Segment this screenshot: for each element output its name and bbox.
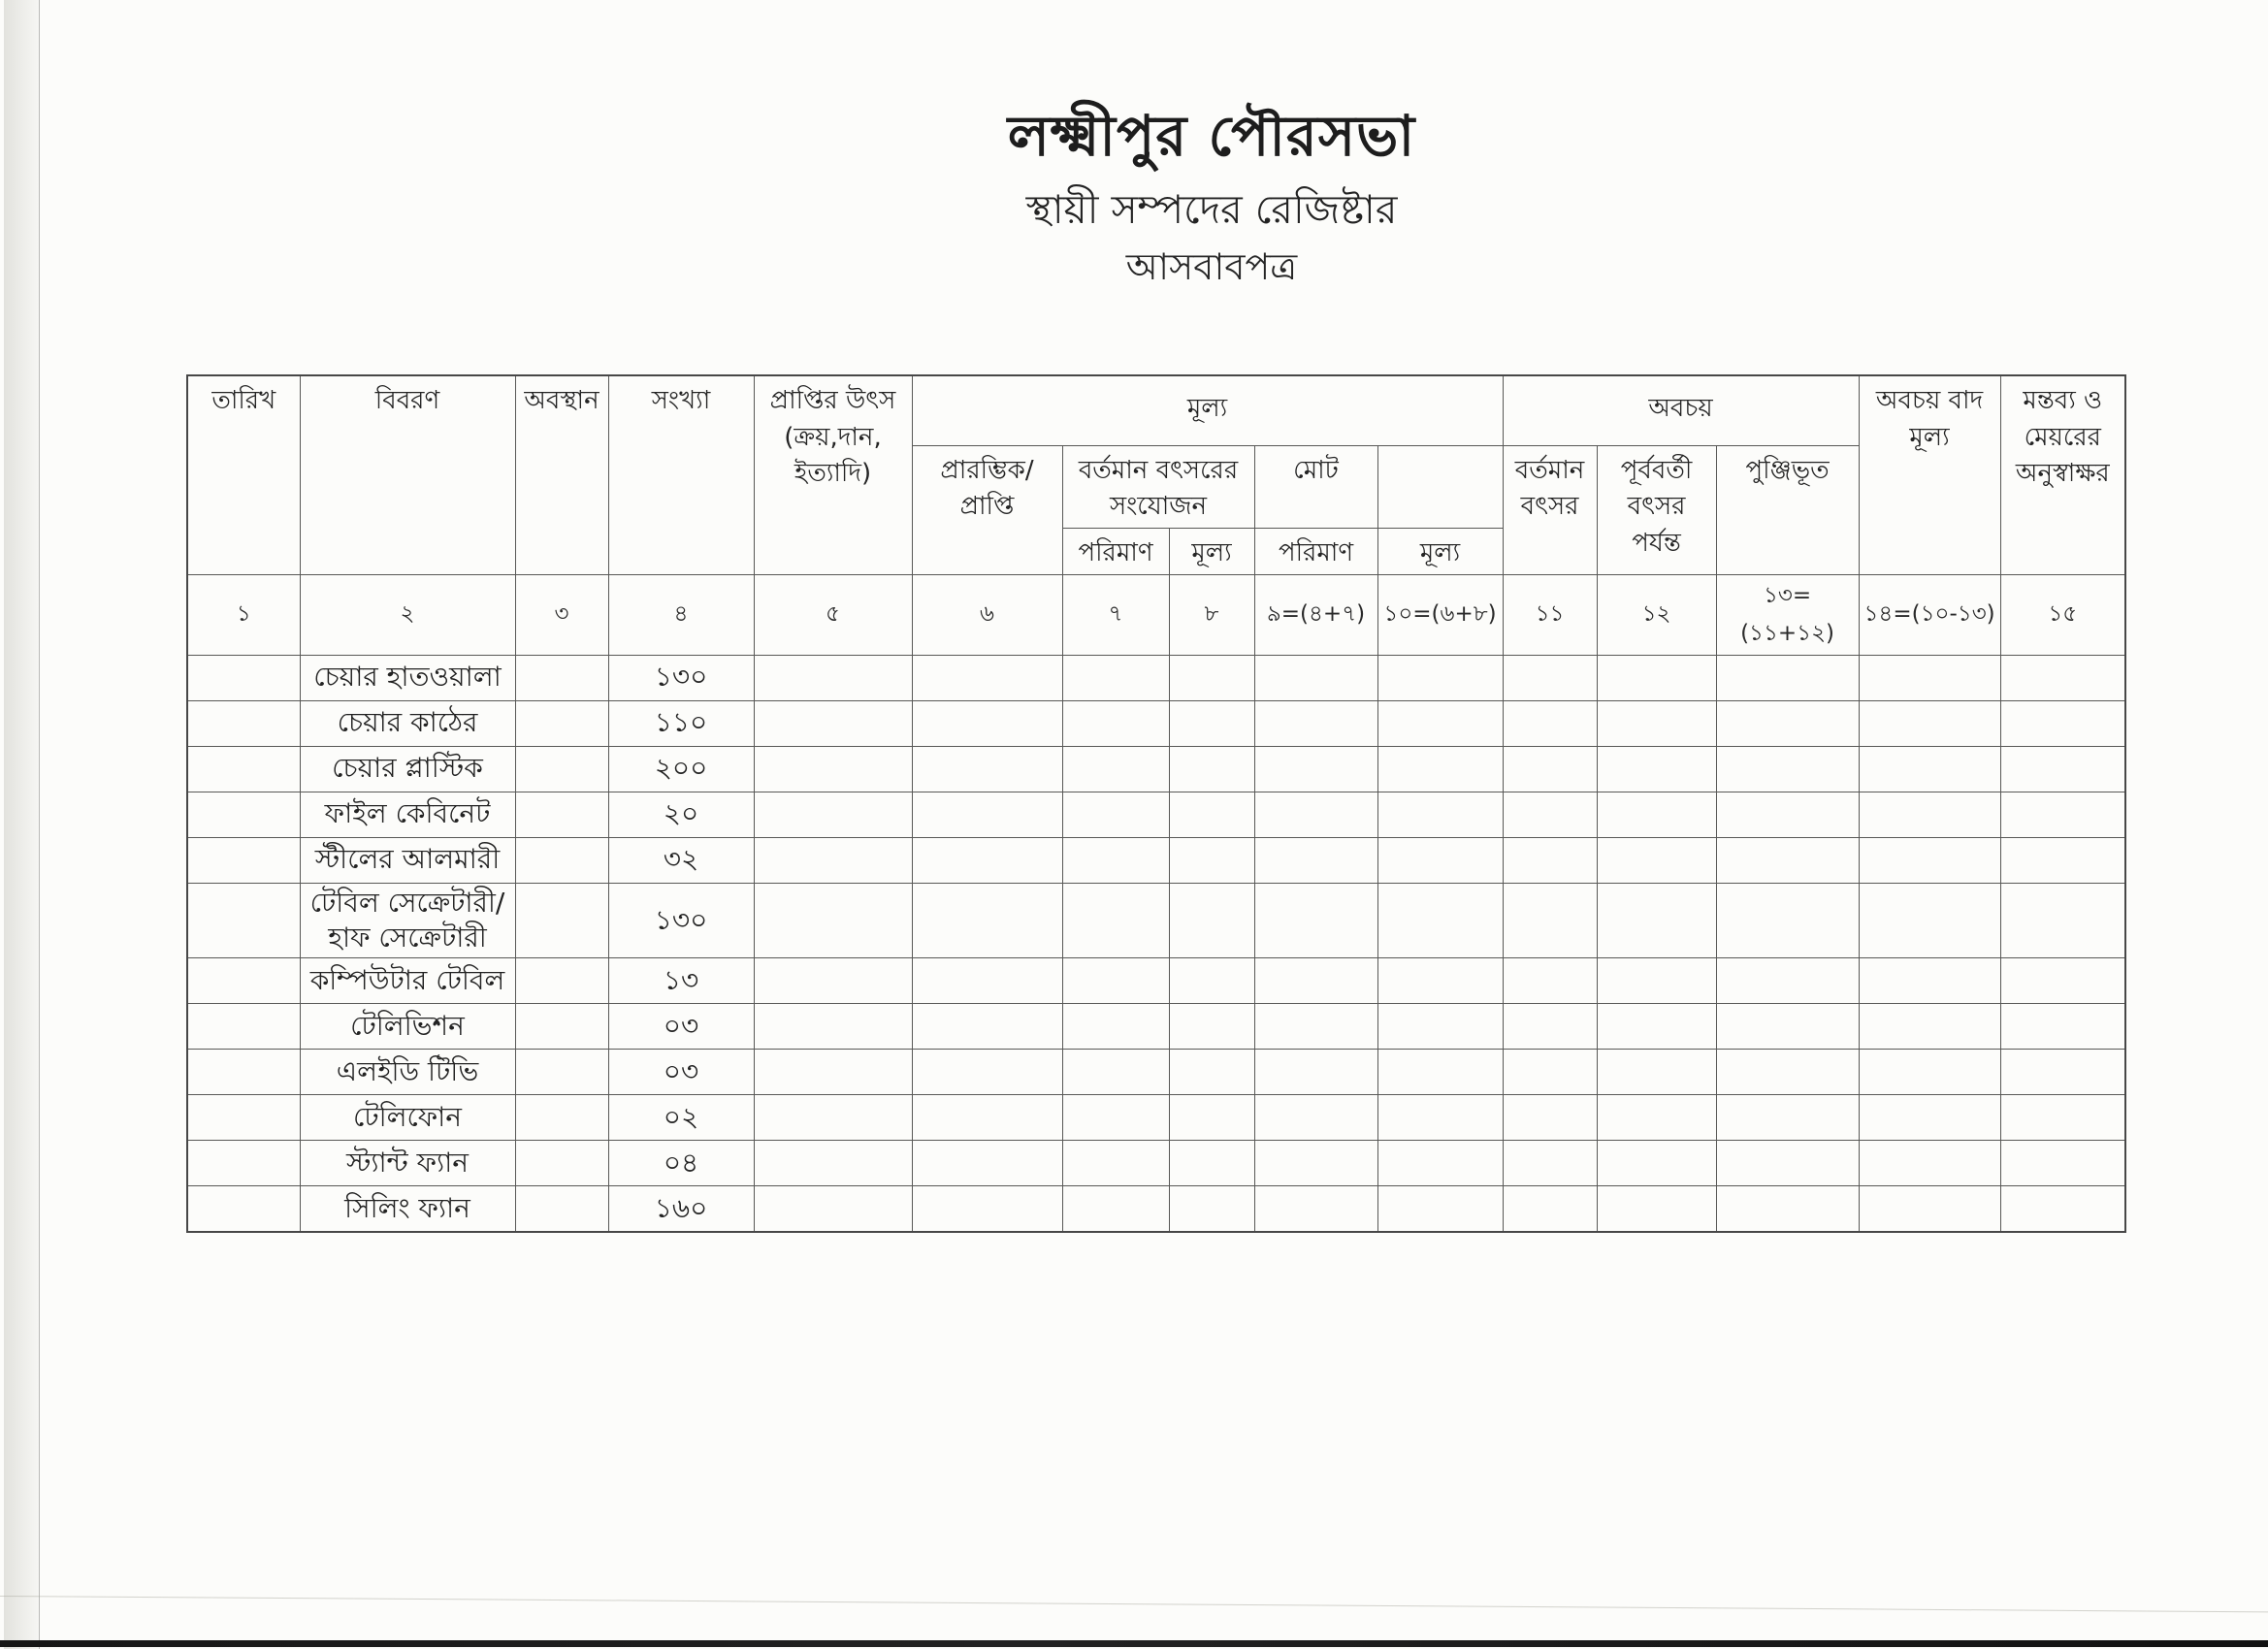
cell-quantity: ১১০ [608, 700, 754, 746]
cell-dep-accumulated [1716, 1095, 1859, 1141]
cell-dep-accumulated [1716, 792, 1859, 837]
cell-source [754, 958, 912, 1004]
cell-date [187, 792, 300, 837]
cell-location [515, 837, 608, 883]
cell-net-value [1859, 792, 2000, 837]
cell-description: স্ট্যান্ট ফ্যান [300, 1141, 515, 1186]
page-subtitle: স্থায়ী সম্পদের রেজিষ্টার [1025, 185, 1398, 233]
cell-source [754, 1186, 912, 1232]
header-value-group: মূল্য [912, 375, 1503, 445]
page-category: আসবাবপত্র [1125, 244, 1298, 288]
cell-location [515, 1004, 608, 1050]
table-row [187, 883, 2125, 958]
cell-quantity: ৩২ [608, 837, 754, 883]
cell-addition-amount [1062, 958, 1169, 1004]
cell-source [754, 1141, 912, 1186]
cell-description: টেলিভিশন [300, 1004, 515, 1050]
cell-source [754, 1095, 912, 1141]
cell-addition-amount [1062, 1050, 1169, 1095]
cell-quantity: ০২ [608, 1095, 754, 1141]
cell-dep-accumulated [1716, 1004, 1859, 1050]
cell-dep-current-year [1503, 1050, 1597, 1095]
cell-source [754, 883, 912, 958]
table-row [187, 1004, 2125, 1050]
header-dep-previous-year: পূর্ববর্তী বৎসর পর্যন্ত [1597, 445, 1716, 574]
cell-location [515, 1095, 608, 1141]
cell-total-value [1377, 1141, 1503, 1186]
header-date: তারিখ [187, 375, 300, 574]
column-number: ৩ [515, 574, 608, 655]
cell-description: চেয়ার হাতওয়ালা [300, 655, 515, 700]
cell-date [187, 1050, 300, 1095]
table-row [187, 837, 2125, 883]
header-current-year-addition: বর্তমান বৎসরের সংযোজন [1062, 445, 1254, 528]
header-addition-value: মূল্য [1169, 528, 1254, 574]
cell-addition-value [1169, 746, 1254, 792]
table-row [187, 1050, 2125, 1095]
cell-net-value [1859, 700, 2000, 746]
cell-initial [912, 1050, 1062, 1095]
header-total-amount: পরিমাণ [1254, 528, 1377, 574]
cell-location [515, 700, 608, 746]
cell-total-amount [1254, 700, 1377, 746]
column-number: ৬ [912, 574, 1062, 655]
cell-addition-value [1169, 700, 1254, 746]
cell-location [515, 883, 608, 958]
cell-remarks [2000, 1050, 2125, 1095]
column-number: ৭ [1062, 574, 1169, 655]
cell-total-amount [1254, 1095, 1377, 1141]
header-row-groups [187, 375, 2125, 445]
cell-quantity: ১৩০ [608, 883, 754, 958]
column-number: ১১ [1503, 574, 1597, 655]
scan-bottom-edge [0, 1640, 2268, 1647]
cell-addition-amount [1062, 1186, 1169, 1232]
cell-dep-accumulated [1716, 1141, 1859, 1186]
cell-total-value [1377, 1095, 1503, 1141]
cell-initial [912, 1186, 1062, 1232]
cell-date [187, 837, 300, 883]
header-location: অবস্থান [515, 375, 608, 574]
cell-description: সিলিং ফ্যান [300, 1186, 515, 1232]
cell-net-value [1859, 655, 2000, 700]
cell-dep-current-year [1503, 1095, 1597, 1141]
cell-addition-amount [1062, 883, 1169, 958]
column-number: ১৫ [2000, 574, 2125, 655]
column-number: ৮ [1169, 574, 1254, 655]
cell-total-amount [1254, 792, 1377, 837]
cell-total-value [1377, 958, 1503, 1004]
table-row [187, 746, 2125, 792]
header-total: মোট [1254, 445, 1377, 528]
cell-addition-amount [1062, 837, 1169, 883]
column-number: ৫ [754, 574, 912, 655]
cell-addition-amount [1062, 655, 1169, 700]
cell-dep-current-year [1503, 655, 1597, 700]
header-dep-current-year: বর্তমান বৎসর [1503, 445, 1597, 574]
column-number: ১২ [1597, 574, 1716, 655]
column-number: ১৪=(১০-১৩) [1859, 574, 2000, 655]
cell-dep-accumulated [1716, 746, 1859, 792]
cell-total-value [1377, 700, 1503, 746]
cell-initial [912, 1095, 1062, 1141]
cell-dep-current-year [1503, 1186, 1597, 1232]
cell-description: ফাইল কেবিনেট [300, 792, 515, 837]
cell-dep-current-year [1503, 1004, 1597, 1050]
cell-total-amount [1254, 1050, 1377, 1095]
cell-quantity: ২০ [608, 792, 754, 837]
cell-remarks [2000, 837, 2125, 883]
cell-quantity: ১৩০ [608, 655, 754, 700]
cell-description: কম্পিউটার টেবিল [300, 958, 515, 1004]
cell-dep-current-year [1503, 837, 1597, 883]
cell-total-amount [1254, 958, 1377, 1004]
cell-date [187, 655, 300, 700]
cell-addition-value [1169, 1186, 1254, 1232]
cell-initial [912, 700, 1062, 746]
cell-initial [912, 1004, 1062, 1050]
header-remarks: মন্তব্য ও মেয়রের অনুস্বাক্ষর [2000, 375, 2125, 574]
header-dep-accumulated: পুঞ্জিভূত [1716, 445, 1859, 574]
cell-total-value [1377, 746, 1503, 792]
cell-dep-previous-year [1597, 700, 1716, 746]
cell-dep-accumulated [1716, 1050, 1859, 1095]
cell-location [515, 746, 608, 792]
cell-dep-current-year [1503, 883, 1597, 958]
cell-remarks [2000, 1095, 2125, 1141]
cell-remarks [2000, 1186, 2125, 1232]
cell-dep-previous-year [1597, 792, 1716, 837]
column-number-row [187, 574, 2125, 655]
cell-remarks [2000, 1141, 2125, 1186]
header-addition-amount: পরিমাণ [1062, 528, 1169, 574]
cell-quantity: ০৩ [608, 1050, 754, 1095]
cell-total-amount [1254, 837, 1377, 883]
cell-total-amount [1254, 655, 1377, 700]
cell-addition-amount [1062, 700, 1169, 746]
scan-left-edge-line [39, 0, 40, 1649]
cell-addition-value [1169, 837, 1254, 883]
cell-quantity: ০৩ [608, 1004, 754, 1050]
cell-dep-current-year [1503, 958, 1597, 1004]
cell-location [515, 1050, 608, 1095]
cell-description: চেয়ার প্লাস্টিক [300, 746, 515, 792]
cell-net-value [1859, 1186, 2000, 1232]
cell-dep-accumulated [1716, 1186, 1859, 1232]
header-net-value: অবচয় বাদ মূল্য [1859, 375, 2000, 574]
cell-dep-accumulated [1716, 700, 1859, 746]
page-title: লক্ষ্মীপুর পৌরসভা [1007, 103, 1416, 169]
cell-dep-current-year [1503, 1141, 1597, 1186]
cell-location [515, 1141, 608, 1186]
cell-total-amount [1254, 1141, 1377, 1186]
cell-description: স্টীলের আলমারী [300, 837, 515, 883]
cell-total-value [1377, 837, 1503, 883]
document-header [155, 101, 2268, 290]
cell-source [754, 1050, 912, 1095]
cell-net-value [1859, 883, 2000, 958]
cell-quantity: ১৬০ [608, 1186, 754, 1232]
cell-dep-previous-year [1597, 883, 1716, 958]
cell-source [754, 746, 912, 792]
cell-source [754, 700, 912, 746]
header-depreciation-group: অবচয় [1503, 375, 1859, 445]
cell-source [754, 792, 912, 837]
cell-date [187, 1186, 300, 1232]
cell-addition-amount [1062, 1004, 1169, 1050]
cell-quantity: ২০০ [608, 746, 754, 792]
cell-remarks [2000, 655, 2125, 700]
table-row [187, 1141, 2125, 1186]
column-number: ২ [300, 574, 515, 655]
cell-location [515, 792, 608, 837]
table-row [187, 700, 2125, 746]
table-row [187, 958, 2125, 1004]
cell-dep-accumulated [1716, 655, 1859, 700]
cell-date [187, 1004, 300, 1050]
column-number: ১ [187, 574, 300, 655]
cell-source [754, 655, 912, 700]
cell-dep-previous-year [1597, 837, 1716, 883]
header-total-value: মূল্য [1377, 528, 1503, 574]
cell-dep-current-year [1503, 792, 1597, 837]
cell-total-value [1377, 792, 1503, 837]
cell-description: চেয়ার কাঠের [300, 700, 515, 746]
cell-dep-accumulated [1716, 837, 1859, 883]
cell-remarks [2000, 746, 2125, 792]
cell-total-value [1377, 1186, 1503, 1232]
cell-addition-value [1169, 1004, 1254, 1050]
cell-quantity: ০৪ [608, 1141, 754, 1186]
scan-left-edge-shadow [4, 0, 39, 1649]
cell-remarks [2000, 1004, 2125, 1050]
header-initial-receipt: প্রারম্ভিক/ প্রাপ্তি [912, 445, 1062, 574]
cell-initial [912, 746, 1062, 792]
cell-dep-previous-year [1597, 1050, 1716, 1095]
column-number: ১০=(৬+৮) [1377, 574, 1503, 655]
table-row [187, 1186, 2125, 1232]
cell-addition-value [1169, 1050, 1254, 1095]
column-number: ৯=(৪+৭) [1254, 574, 1377, 655]
cell-total-value [1377, 1004, 1503, 1050]
cell-date [187, 1141, 300, 1186]
cell-addition-value [1169, 1095, 1254, 1141]
cell-total-amount [1254, 883, 1377, 958]
cell-net-value [1859, 1095, 2000, 1141]
cell-location [515, 655, 608, 700]
header-total-value-spacer [1377, 445, 1503, 528]
cell-net-value [1859, 1050, 2000, 1095]
cell-addition-value [1169, 792, 1254, 837]
cell-date [187, 1095, 300, 1141]
cell-dep-previous-year [1597, 958, 1716, 1004]
cell-remarks [2000, 792, 2125, 837]
cell-dep-accumulated [1716, 958, 1859, 1004]
cell-remarks [2000, 958, 2125, 1004]
cell-description: টেলিফোন [300, 1095, 515, 1141]
cell-net-value [1859, 746, 2000, 792]
cell-initial [912, 655, 1062, 700]
cell-dep-current-year [1503, 700, 1597, 746]
cell-dep-previous-year [1597, 746, 1716, 792]
table-row [187, 792, 2125, 837]
cell-net-value [1859, 958, 2000, 1004]
cell-remarks [2000, 700, 2125, 746]
cell-initial [912, 883, 1062, 958]
cell-initial [912, 1141, 1062, 1186]
cell-date [187, 958, 300, 1004]
cell-initial [912, 837, 1062, 883]
cell-date [187, 700, 300, 746]
cell-date [187, 883, 300, 958]
cell-initial [912, 958, 1062, 1004]
cell-description: এলইডি টিভি [300, 1050, 515, 1095]
cell-dep-previous-year [1597, 1095, 1716, 1141]
cell-dep-previous-year [1597, 1141, 1716, 1186]
cell-source [754, 1004, 912, 1050]
cell-dep-previous-year [1597, 1004, 1716, 1050]
column-number: ৪ [608, 574, 754, 655]
cell-quantity: ১৩ [608, 958, 754, 1004]
cell-dep-current-year [1503, 746, 1597, 792]
header-quantity: সংখ্যা [608, 375, 754, 574]
cell-addition-amount [1062, 1141, 1169, 1186]
cell-net-value [1859, 1141, 2000, 1186]
cell-dep-previous-year [1597, 1186, 1716, 1232]
cell-addition-value [1169, 958, 1254, 1004]
scan-bottom-crease [0, 1596, 2268, 1612]
asset-register-table [186, 374, 2126, 1233]
cell-location [515, 958, 608, 1004]
cell-total-value [1377, 1050, 1503, 1095]
cell-addition-amount [1062, 792, 1169, 837]
cell-addition-amount [1062, 746, 1169, 792]
cell-date [187, 746, 300, 792]
cell-addition-value [1169, 655, 1254, 700]
cell-source [754, 837, 912, 883]
cell-addition-amount [1062, 1095, 1169, 1141]
header-acquisition-source: প্রাপ্তির উৎস (ক্রয়,দান, ইত্যাদি) [754, 375, 912, 574]
cell-total-amount [1254, 1004, 1377, 1050]
cell-total-amount [1254, 1186, 1377, 1232]
table-row [187, 655, 2125, 700]
cell-remarks [2000, 883, 2125, 958]
cell-net-value [1859, 837, 2000, 883]
cell-addition-value [1169, 1141, 1254, 1186]
cell-description: টেবিল সেক্রেটারী/হাফ সেক্রেটারী [300, 883, 515, 958]
cell-total-value [1377, 655, 1503, 700]
cell-dep-accumulated [1716, 883, 1859, 958]
cell-addition-value [1169, 883, 1254, 958]
cell-total-amount [1254, 746, 1377, 792]
column-number: ১৩=(১১+১২) [1716, 574, 1859, 655]
cell-net-value [1859, 1004, 2000, 1050]
header-description: বিবরণ [300, 375, 515, 574]
cell-location [515, 1186, 608, 1232]
cell-dep-previous-year [1597, 655, 1716, 700]
table-row [187, 1095, 2125, 1141]
cell-total-value [1377, 883, 1503, 958]
cell-initial [912, 792, 1062, 837]
